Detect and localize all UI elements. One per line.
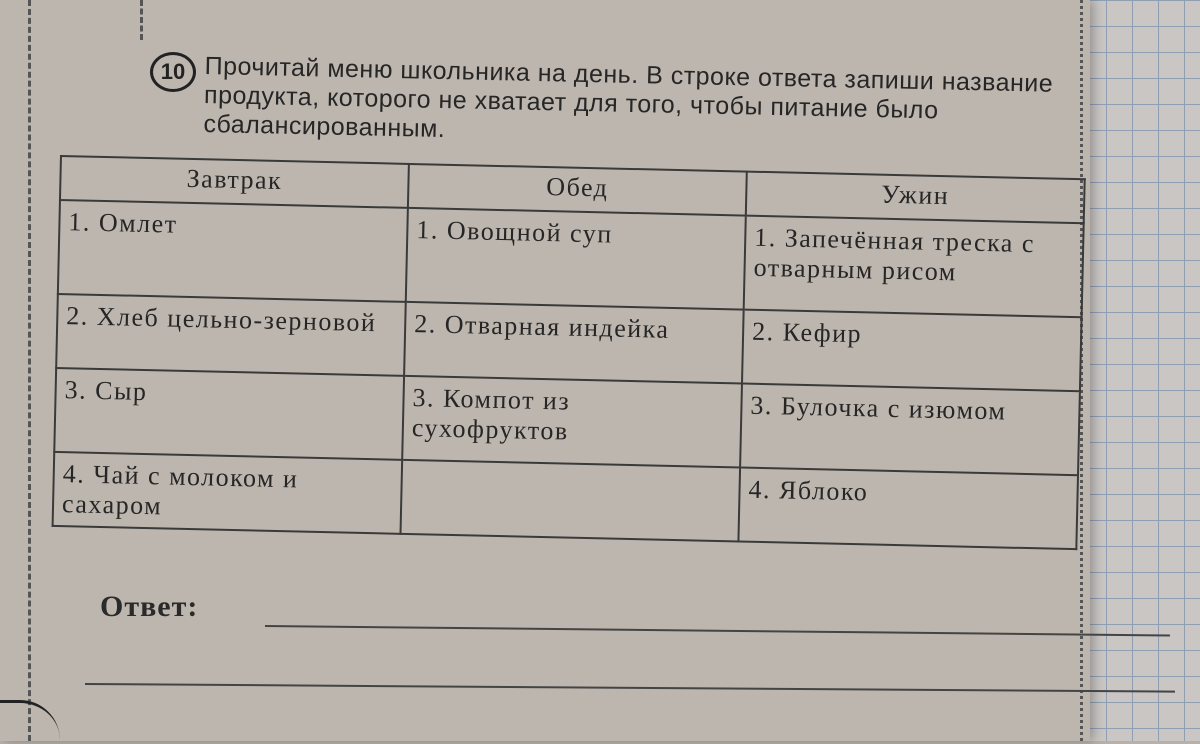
header-breakfast: Завтрак bbox=[60, 156, 409, 208]
table-cell: 2. Кефир bbox=[742, 310, 1082, 392]
header-dinner: Ужин bbox=[746, 172, 1085, 224]
page-corner bbox=[0, 700, 60, 744]
task-number-badge: 10 bbox=[150, 52, 196, 92]
answer-line-second[interactable] bbox=[85, 683, 1175, 693]
table-cell: 3. Сыр bbox=[54, 368, 404, 460]
table-cell: 3. Булочка с изюмом bbox=[740, 384, 1080, 476]
table-cell: 2. Отварная индейка bbox=[404, 302, 744, 384]
task-instruction: Прочитай меню школьника на день. В строке ответа запиши название продукта, которого не хватает для того, чтобы питание было сбалансированным. bbox=[203, 52, 1054, 144]
table-cell: 1. Омлет bbox=[58, 200, 408, 302]
table-cell: 1. Запечённая треска с отварным рисом bbox=[744, 216, 1084, 318]
table-cell: 3. Компот из сухофруктов bbox=[402, 376, 742, 468]
cut-line-left bbox=[28, 0, 31, 741]
header-lunch: Обед bbox=[408, 164, 747, 216]
table-cell: 1. Овощной суп bbox=[406, 208, 746, 310]
grid-paper-background bbox=[1080, 0, 1200, 741]
table-cell: 2. Хлеб цельно-зерновой bbox=[56, 294, 406, 376]
table-cell: 4. Яблоко bbox=[738, 468, 1078, 550]
cut-line-top bbox=[140, 0, 143, 40]
table-cell: 4. Чай с молоком и сахаром bbox=[53, 452, 403, 534]
answer-line[interactable] bbox=[265, 625, 1170, 636]
table-cell-empty bbox=[400, 460, 740, 542]
answer-label: Ответ: bbox=[100, 590, 199, 623]
menu-table bbox=[52, 155, 1086, 550]
